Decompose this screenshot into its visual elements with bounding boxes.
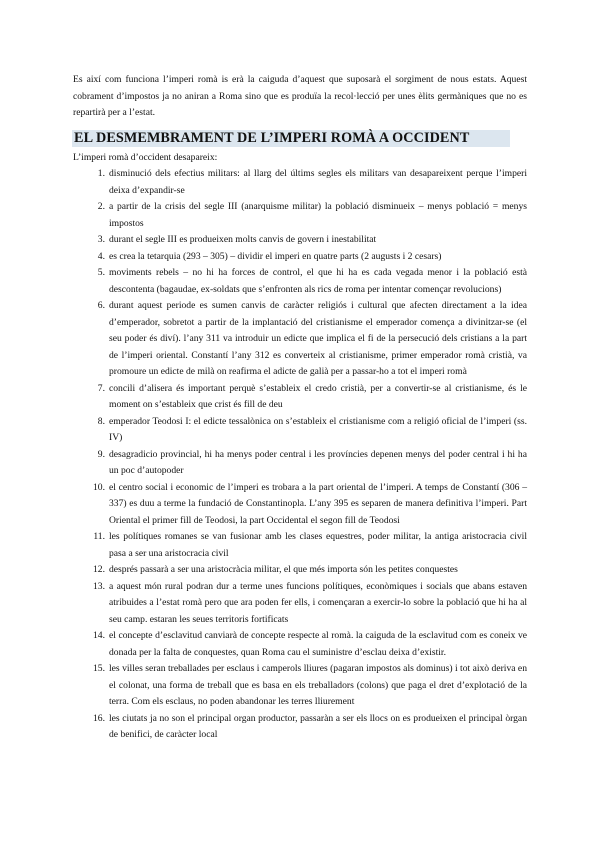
list-item-number: 10. (93, 481, 105, 493)
list-item (73, 661, 527, 711)
numbered-list (73, 166, 527, 744)
list-item-number: 4. (97, 250, 105, 262)
list-item (73, 562, 527, 579)
list-item (73, 711, 527, 744)
list-item-number: 5. (97, 267, 105, 278)
list-item-text: durant aquest periode es sumen canvis de caràcter religiós i cultural que afecten directament a la idea d’emperador, sobretot a partir de la implantació del cristianisme el emperador comença a divinitzar-se (el seu poder és diví). l’any 311 va introduir un edicte que implica el fi de la persecució dels cristians a la part de l’imperi oriental. Constantí l’any 312 es converteix al cristianisme, primer emperador romà cristià, va promoure un edicte de milà on reafirma el adicte de galià per a passar-ho a tot el imperi romà (109, 300, 527, 377)
list-item-text: les polítiques romanes se van fusionar amb les clases equestres, poder militar, la antiga aristocracia civil pasa a ser una aristocracia civil (109, 531, 527, 559)
list-item-number: 15. (93, 663, 105, 674)
list-item-number: 8. (97, 415, 105, 427)
list-item-number: 14. (93, 630, 105, 641)
list-item-text: a partir de la crisis del segle III (anarquisme militar) la població disminueix – menys població = menys impostos (109, 201, 527, 229)
list-item (73, 529, 527, 562)
list-item (73, 447, 527, 480)
list-item (73, 381, 527, 414)
list-item (73, 480, 527, 530)
list-item-text: desagradicio provincial, hi ha menys poder central i les províncies depenen menys del poder central i hi ha un poc d’autopoder (109, 448, 527, 476)
list-item-text: durant el segle III es produeixen molts canvis de govern i inestabilitat (109, 234, 377, 245)
list-item (73, 232, 527, 249)
list-item-number: 16. (93, 712, 105, 724)
list-item (73, 579, 527, 629)
intro-paragraph: Es així com funciona l’imperi romà is erà la caiguda d’aquest que suposarà el sorgiment de nous estats. Aquest cobrament d’impostos ja no aniran a Roma sino que es produïa la recol·lecció per unes èlits germàniques que no es repartirà per a l’estat. (73, 74, 527, 118)
list-item-text: el concepte d’esclavitud canviarà de concepte respecte al romà. la caiguda de la esclavitud com es coneix ve donada per la falta de conquestes, quan Roma cau el suministre d’esclau deixa d’existir. (109, 630, 527, 658)
list-item-text: es crea la tetarquia (293 – 305) – dividir el imperi en quatre parts (2 augusts i 2 cesars) (109, 250, 442, 262)
list-item (73, 414, 527, 447)
list-item-number: 13. (93, 580, 105, 592)
section-subtitle: L’imperi romà d’occident desapareix: (73, 152, 218, 163)
list-item-text: les ciutats ja no son el principal organ productor, passaràn a ser els llocs on es produeixen el principal òrgan de benifici, de caràcter local (109, 712, 527, 740)
list-item (73, 199, 527, 232)
list-item (73, 298, 527, 381)
list-item-number: 11. (93, 531, 105, 542)
list-item-text: disminució dels efectius militars: al llarg del últims segles els militars van desapareixent perque l’imperi deixa d’expandir-se (109, 168, 527, 196)
list-item-number: 7. (97, 382, 105, 394)
list-item-text: moviments rebels – no hi ha forces de control, el que hi ha es cada vegada menor i la població està descontenta (bagaudae, ex-soldats que s’enfronten als rics de roma per intentar començar revolucions) (109, 267, 527, 295)
list-item (73, 265, 527, 298)
list-item (73, 249, 527, 266)
list-item (73, 628, 527, 661)
section-heading: EL DESMEMBRAMENT DE L’IMPERI ROMÀ A OCCIDENT (74, 130, 470, 146)
list-item-text: el centro social i economic de l’imperi es trobara a la part oriental de l’imperi. A temps de Constantí (306 – 337) es duu a terme la fundació de Constantinopla. L’any 395 es separen de manera definitiva l’imperi. Part Oriental el primer fill de Teodosi, la part Occidental el segon fill de Teodosi (109, 481, 527, 526)
list-item-text: emperador Teodosi I: el edicte tessalònica on s’estableix el cristianisme com a religió oficial de l’imperi (ss. IV) (109, 415, 527, 443)
list-item-number: 6. (97, 300, 105, 311)
list-item-text: a aquest món rural podran dur a terme unes funcions polítiques, econòmiques i socials que abans estaven atribuides a l’estat romà pero que ara poden fer ells, i començaran a exercir-lo sobre la població que hi ha al seu camp. estaran les seues territoris fortificats (109, 580, 527, 625)
list-item-text: després passarà a ser una aristocràcia militar, el que més importa són les petites conquestes (109, 564, 458, 575)
list-item-text: les villes seran treballades per esclaus i camperols lliures (pagaran impostos als dominus) i tot això deriva en el colonat, una forma de treball que es basa en els treballadors (colons) que paga el dret d’explotació de la terra. Com els esclaus, no poden abandonar les terres lliurement (109, 663, 527, 707)
list-item-number: 1. (97, 168, 105, 179)
list-item-number: 3. (97, 234, 105, 245)
list-item (73, 166, 527, 199)
list-item-number: 9. (97, 448, 105, 460)
list-item-text: concili d’alisera és important perquè s’estableix el credo cristià, per a convertir-se al cristianisme, és le moment on s’estableix que crist és fill de deu (109, 382, 527, 410)
list-item-number: 2. (97, 201, 105, 212)
list-item-number: 12. (93, 564, 105, 575)
